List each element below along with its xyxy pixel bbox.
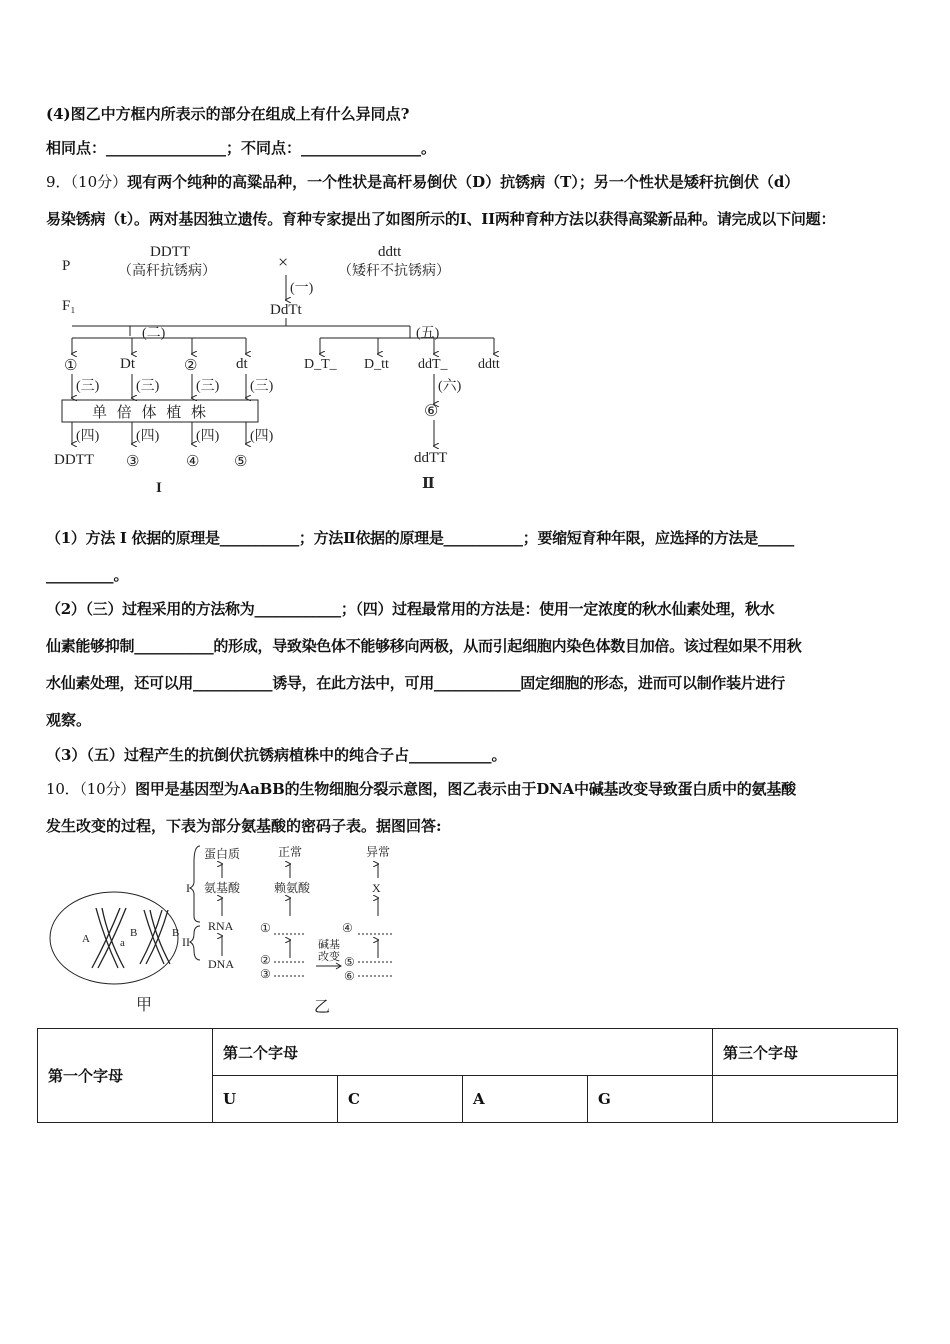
haploid-box: 单 倍 体 植 株 xyxy=(92,405,210,421)
q10-line1 xyxy=(46,778,796,799)
step2-label: (二) xyxy=(142,326,166,341)
q9-number: 9．（10分） xyxy=(46,173,128,191)
q8-part4: (4)图乙中方框内所表示的部分在组成上有什么异同点? xyxy=(46,105,410,123)
header-first-letter: 第一个字母 xyxy=(38,1029,213,1123)
num-4: ④ xyxy=(342,921,353,935)
gamete-dt-lower: dt xyxy=(236,356,248,372)
base-U: U xyxy=(213,1076,338,1123)
mutation-label-1: 碱基 xyxy=(318,939,340,951)
step5-label: (五) xyxy=(416,326,440,341)
q9-sub2-a: （2）（三）过程采用的方法称为____________；（四）过程最常用的方法是：使用一定浓度的秋水仙素处理，秋水 xyxy=(46,600,775,618)
num-2: ② xyxy=(260,953,271,967)
label-normal: 正常 xyxy=(278,845,303,859)
q9-sub2-b: 仙素能够抑制___________的形成，导致染色体不能够移向两极，从而引起细胞内染色体数目加倍。该过程如果不用秋 xyxy=(46,637,802,655)
gamete-2: ② xyxy=(184,358,198,374)
label-f1: F₁ xyxy=(62,298,76,314)
level-II: II xyxy=(182,935,190,949)
step1-label: (一) xyxy=(290,281,314,296)
label-x: X xyxy=(372,881,381,895)
label-lysine: 赖氨酸 xyxy=(274,881,311,895)
parent2: ddtt xyxy=(378,244,402,260)
empty-cell xyxy=(713,1076,898,1123)
method-1-label: I xyxy=(156,480,162,496)
breeding-diagram xyxy=(50,240,530,500)
f2-D_T_: D_T_ xyxy=(304,357,337,372)
f1-genotype: DdTt xyxy=(270,302,302,318)
result-3: ③ xyxy=(126,454,140,470)
allele-B-left: B xyxy=(130,927,138,939)
f2-D_tt: D_tt xyxy=(364,357,389,372)
q9-sub1-a: （1）方法 I 依据的原理是___________；方法Ⅱ依据的原理是___________；要缩短育种年限，应选择的方法是_____ xyxy=(46,529,794,547)
gamete-dt-upper: Dt xyxy=(120,356,135,372)
label-p: P xyxy=(62,258,71,274)
parent1-note: （高秆抗锈病） xyxy=(118,264,216,279)
header-second-letter: 第二个字母 xyxy=(213,1029,713,1076)
num-5: ⑤ xyxy=(344,955,355,969)
q9-sub3: （3）（五）过程产生的抗倒伏抗锈病植株中的纯合子占___________。 xyxy=(46,746,507,764)
q9-line2: 易染锈病（t）。两对基因独立遗传。育种专家提出了如图所示的I、II两种育种方法以获得高粱新品种。请完成以下问题： xyxy=(46,210,836,228)
f2-ddT_: ddT_ xyxy=(418,357,448,372)
base-A: A xyxy=(463,1076,588,1123)
q9-sub2-d: 观察。 xyxy=(46,711,92,729)
step3-label-1: (三) xyxy=(76,379,100,394)
label-rna: RNA xyxy=(208,919,234,933)
label-amino-acid: 氨基酸 xyxy=(204,881,241,895)
step6-label: (六) xyxy=(438,379,462,394)
label-abnormal: 异常 xyxy=(366,845,391,859)
step4-label-4: (四) xyxy=(250,429,274,444)
base-G: G xyxy=(588,1076,713,1123)
q9-sub1-b: _________。 xyxy=(46,566,129,584)
q10-number: 10．（10分） xyxy=(46,780,136,798)
cross-symbol: × xyxy=(278,252,289,272)
q8-answer-line: 相同点：________________；不同点：________________。 xyxy=(46,139,437,157)
num-6: ⑥ xyxy=(344,969,355,983)
step3-label-2: (三) xyxy=(136,379,160,394)
allele-B-right: B xyxy=(172,927,180,939)
f2-ddtt: ddtt xyxy=(478,357,500,372)
label-yi: 乙 xyxy=(314,999,331,1016)
step4-label-1: (四) xyxy=(76,429,100,444)
step3-label-3: (三) xyxy=(196,379,220,394)
level-I: I xyxy=(186,881,190,895)
q10-text: 图甲是基因型为AaBB的生物细胞分裂示意图，图乙表示由于DNA中碱基改变导致蛋白质中的氨基酸 xyxy=(135,780,796,798)
label-jia: 甲 xyxy=(136,997,153,1014)
base-C: C xyxy=(338,1076,463,1123)
allele-a: a xyxy=(120,937,125,949)
header-third-letter: 第三个字母 xyxy=(713,1029,898,1076)
method-2-label: Ⅱ xyxy=(422,476,435,492)
q9-sub2-c: 水仙素处理，还可以用___________诱导，在此方法中，可用____________固定细胞的形态，进而可以制作装片进行 xyxy=(46,674,785,692)
step4-label-2: (四) xyxy=(136,429,160,444)
q10-line2: 发生改变的过程，下表为部分氨基酸的密码子表。据图回答: xyxy=(46,817,442,835)
num-3: ③ xyxy=(260,967,271,981)
result-5: ⑤ xyxy=(234,454,248,470)
mutation-label-2: 改变 xyxy=(318,951,340,963)
label-dna: DNA xyxy=(208,957,234,971)
step3-label-4: (三) xyxy=(250,379,274,394)
parent1: DDTT xyxy=(150,244,190,260)
parent2-note: （矮秆不抗锈病） xyxy=(338,264,450,279)
gamete-1: ① xyxy=(64,358,78,374)
step4-label-3: (四) xyxy=(196,429,220,444)
cell-division-figure xyxy=(48,842,408,1022)
q9-line1 xyxy=(46,171,799,192)
result-DDTT: DDTT xyxy=(54,452,94,468)
allele-A: A xyxy=(82,933,90,945)
num-1: ① xyxy=(260,921,271,935)
final-ddTT: ddTT xyxy=(414,450,448,466)
label-protein: 蛋白质 xyxy=(204,847,241,861)
codon-table xyxy=(37,1028,898,1123)
circle-6: ⑥ xyxy=(424,403,439,420)
result-4: ④ xyxy=(186,454,200,470)
q9-text: 现有两个纯种的高粱品种，一个性状是高杆易倒伏（D）抗锈病（T）；另一个性状是矮秆抗倒伏（d） xyxy=(127,173,800,191)
